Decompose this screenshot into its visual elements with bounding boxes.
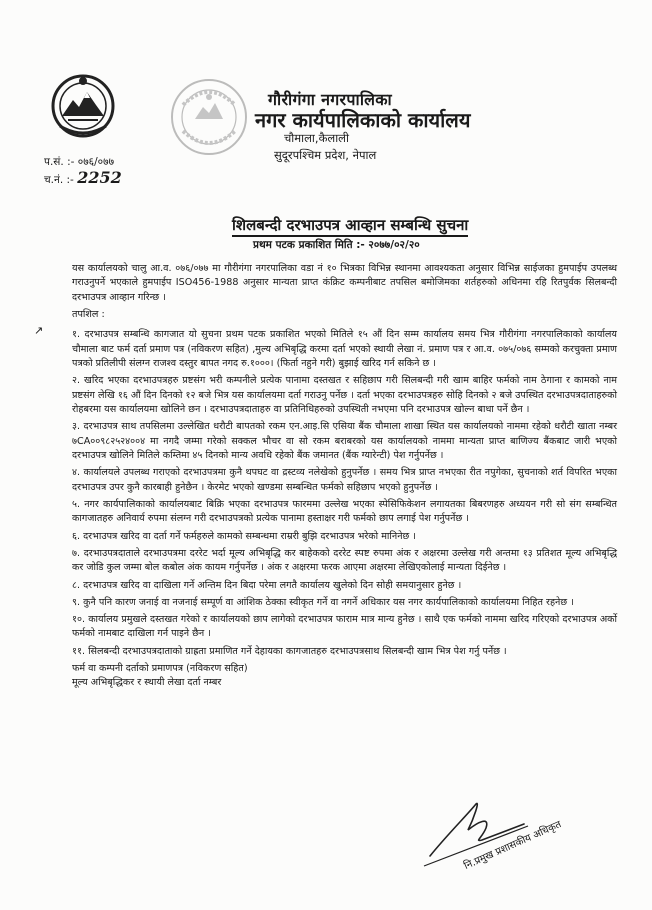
patra-sankhya [44,155,114,169]
chalani-number: च.नं. :- 2252 [44,168,122,187]
cn-label: च.नं. [44,174,64,186]
details-label: तपशिल : [72,309,105,321]
condition-item: ५. नगर कार्यपालिकाको कार्यालयबाट बिक्रि भएका दरभाउपत्र फारममा उल्लेख भएका स्पेसिफिकेशन लगायतका बिबरणहरु अध्ययन गरी सो संग सम्बन्धित कागजातहरु अनिवार्य रुपमा संलग्न गरी दरभाउपत्रको प्रत्येक पानामा हस्ताक्षर गरी फर्मको छाप लगाई पेश गर्नुपर्नेछ । [72,499,617,525]
condition-item: ६. दरभाउपत्र खरिद वा दर्ता गर्ने फर्महरुले कामको सम्बन्धमा राम्ररी बुझि दरभाउपत्र भरेको मानिनेछ । [72,530,416,542]
nepal-emblem-icon [48,70,118,140]
intro-paragraph: यस कार्यालयको चालु आ.व. ०७६/०७७ मा गौरीगंगा नगरपालिका वडा नं १० भित्रका विभिन्न स्थानमा आवश्यकता अनुसार विभिन्न साईजका हुमपाईप उपलब्ध गराउनुपर्ने भएकाले हुमपाईप ISO456-1988 अनुसार मान्यता प्राप्त कंक्रिट कम्पनीबाट तपसिल बमोजिमका शर्तहरुको अधिनमा रहि रितपुर्वक सिलबन्दी दरभाउपत्र आव्हान गरिन्छ । [72,263,617,303]
condition-item: १. दरभाउपत्र सम्बन्धि कागजात यो सुचना प्रथम पटक प्रकाशित भएको मितिले १५ औं दिन सम्म कार्यालय समय भित्र गौरीगंगा नगरपालिकाको कार्यालय चौमाला बाट फर्म दर्ता प्रमाण पत्र (नविकरण सहित) ,मुल्य अभिबृद्धि करमा दर्ता भएको स्थायी लेखा नं. प्रमाण पत्र र आ.व. ०७५/०७६ सम्मको करचुक्ता प्रमाण पत्रको प्रतिलीपी संलग्न राजश्व दस्तुर बापत नगद रु.१०००। (फिर्ता नहुने गरी) बुझाई खरिद गर्न सकिने छ । [72,329,617,370]
required-document: फर्म वा कम्पनी दर्ताको प्रमाणपत्र (नविकरण सहित) [72,662,248,674]
condition-item: ११. सिलबन्दी दरभाउपत्रदाताको ग्राह्रता प्रमाणित गर्ने देहायका कागजातहरु दरभाउपत्रसाथ सिलबन्दी खाम भित्र पेश गर्नु पर्नेछ । [72,645,507,657]
condition-item: ७. दरभाउपत्रदाताले दरभाउपत्रमा दररेट भर्दा मूल्य अभिबृद्धि कर बाहेकको दररेट स्पष्ट रुपमा अंक र अक्षरमा उल्लेख गरी अन्तमा १३ प्रतिशत मूल्य अभिबृद्धि कर जोडि कुल जम्मा बोल कबोल अंक कायम गर्नुपर्नेछ । अंक र अक्षरमा फरक आएमा अक्षरमा लेखिएकोलाई मान्यता दिईनेछ । [72,547,617,574]
signatory-title: नि.प्रमुख प्रशासकीय अधिकृत [462,819,564,872]
office-name: नगर कार्यपालिकाको कार्यालय [255,108,471,132]
notice-body [72,262,617,691]
office-province: सुदूरपश्चिम प्रदेश, नेपाल [274,148,377,162]
municipality-name: गौरीगंगा नगरपालिका [268,90,392,109]
ps-label: प.सं. [44,156,64,168]
condition-item: २. खरिद भएका दरभाउपत्रहरु प्रष्टसंग भरी कम्पनीले प्रत्येक पानामा दस्तखत र सहिछाप गरी सिलबन्दी गरी खाम बाहिर फर्मको नाम ठेगाना र कामको नाम प्रष्टसंग लेखि १६ औं दिन दिनको १२ बजे भित्र यस कार्यालयमा दर्ता गराउनु पर्नेछ । दर्ता भएका दरभाउपत्रहरु सोहि दिनको २ बजे उपस्थित दरभाउपत्रदाताहरुको रोहबरमा यस कार्यालयमा खोलिने छन । दरभाउपत्रदाताहरु वा प्रतिनिधिहरुको उपस्थिती नभएमा पनि दरभाउपत्र खोल्न बाधा पर्ने छैन । [72,375,618,416]
condition-item: ४. कार्यालयले उपलब्ध गराएको दरभाउपत्रमा कुनै थपघट वा द्रस्टव्य नलेखेको हुनुपर्नेछ । समय भित्र प्राप्त नभएका रीत नपुगेका, सुचनाको शर्त विपरित भएका दरभाउपत्र उपर कुनै कारबाही हुनेछैन । केरमेट भएको खण्डमा सम्बन्धित फर्मको सहिछाप भएको हुनुपर्नेछ । [72,467,617,493]
notice-title: शिलबन्दी दरभाउपत्र आव्हान सम्बन्धि सुचना [232,215,468,237]
required-document: मूल्य अभिबृद्धिकर र स्थायी लेखा दर्ता नम्बर [72,677,222,689]
condition-item: ८. दरभाउपत्र खरिद वा दाखिला गर्ने अन्तिम दिन बिदा परेमा लगतै कार्यालय खुलेको दिन सोही समयानुसार हुनेछ । [72,579,462,591]
office-address: चौमाला,कैलाली [284,131,349,145]
cn-value: 2252 [77,168,122,187]
margin-pen-mark: ↗ [34,324,44,337]
condition-item: १०. कार्यालय प्रमुखले दस्तखत गरेको र कार्यालयको छाप लागेको दरभाउपत्र फाराम मात्र मान्य हुनेछ । साथै एक फर्मको नाममा खरिद गरिएको दरभाउपत्र अर्को फर्मको नामबाट दाखिला गर्न पाइने छैन । [72,613,617,640]
office-stamp-icon [165,75,253,159]
ps-value: :- ०७६/०७७ [67,156,115,168]
publication-date: प्रथम पटक प्रकाशित मिति :- २०७७/०२/२० [253,239,420,251]
condition-item: ३. दरभाउपत्र साथ तपसिलमा उल्लेखित धरौटी बापतको रकम एन.आइ.सि एसिया बैंक चौमाला शाखा स्थित यस कार्यालयको नाममा रहेको धरौटी खाता नम्बर ७CA००९८२५२४००४ मा नगदै जम्मा गरेको सक्कल भौचर वा सो रकम बराबरको यस कार्यालयको नाममा मान्यता प्राप्त बाणिज्य बैंकबाट जारी भएको दरभाउपत्र खोलिने मितिले कम्तिमा ४५ दिनको मान्य अवधि रहेको बैंक जमानत (बैंक ग्यारेन्टी) पेश गर्नुपर्नेछ । [72,421,617,462]
condition-item: ९. कुनै पनि कारण जनाई वा नजनाई सम्पूर्ण वा आंशिक ठेक्का स्वीकृत गर्ने वा नगर्ने अधिकार यस नगर कार्यपालिकाको कार्यालयमा निहित रहनेछ । [72,596,574,608]
